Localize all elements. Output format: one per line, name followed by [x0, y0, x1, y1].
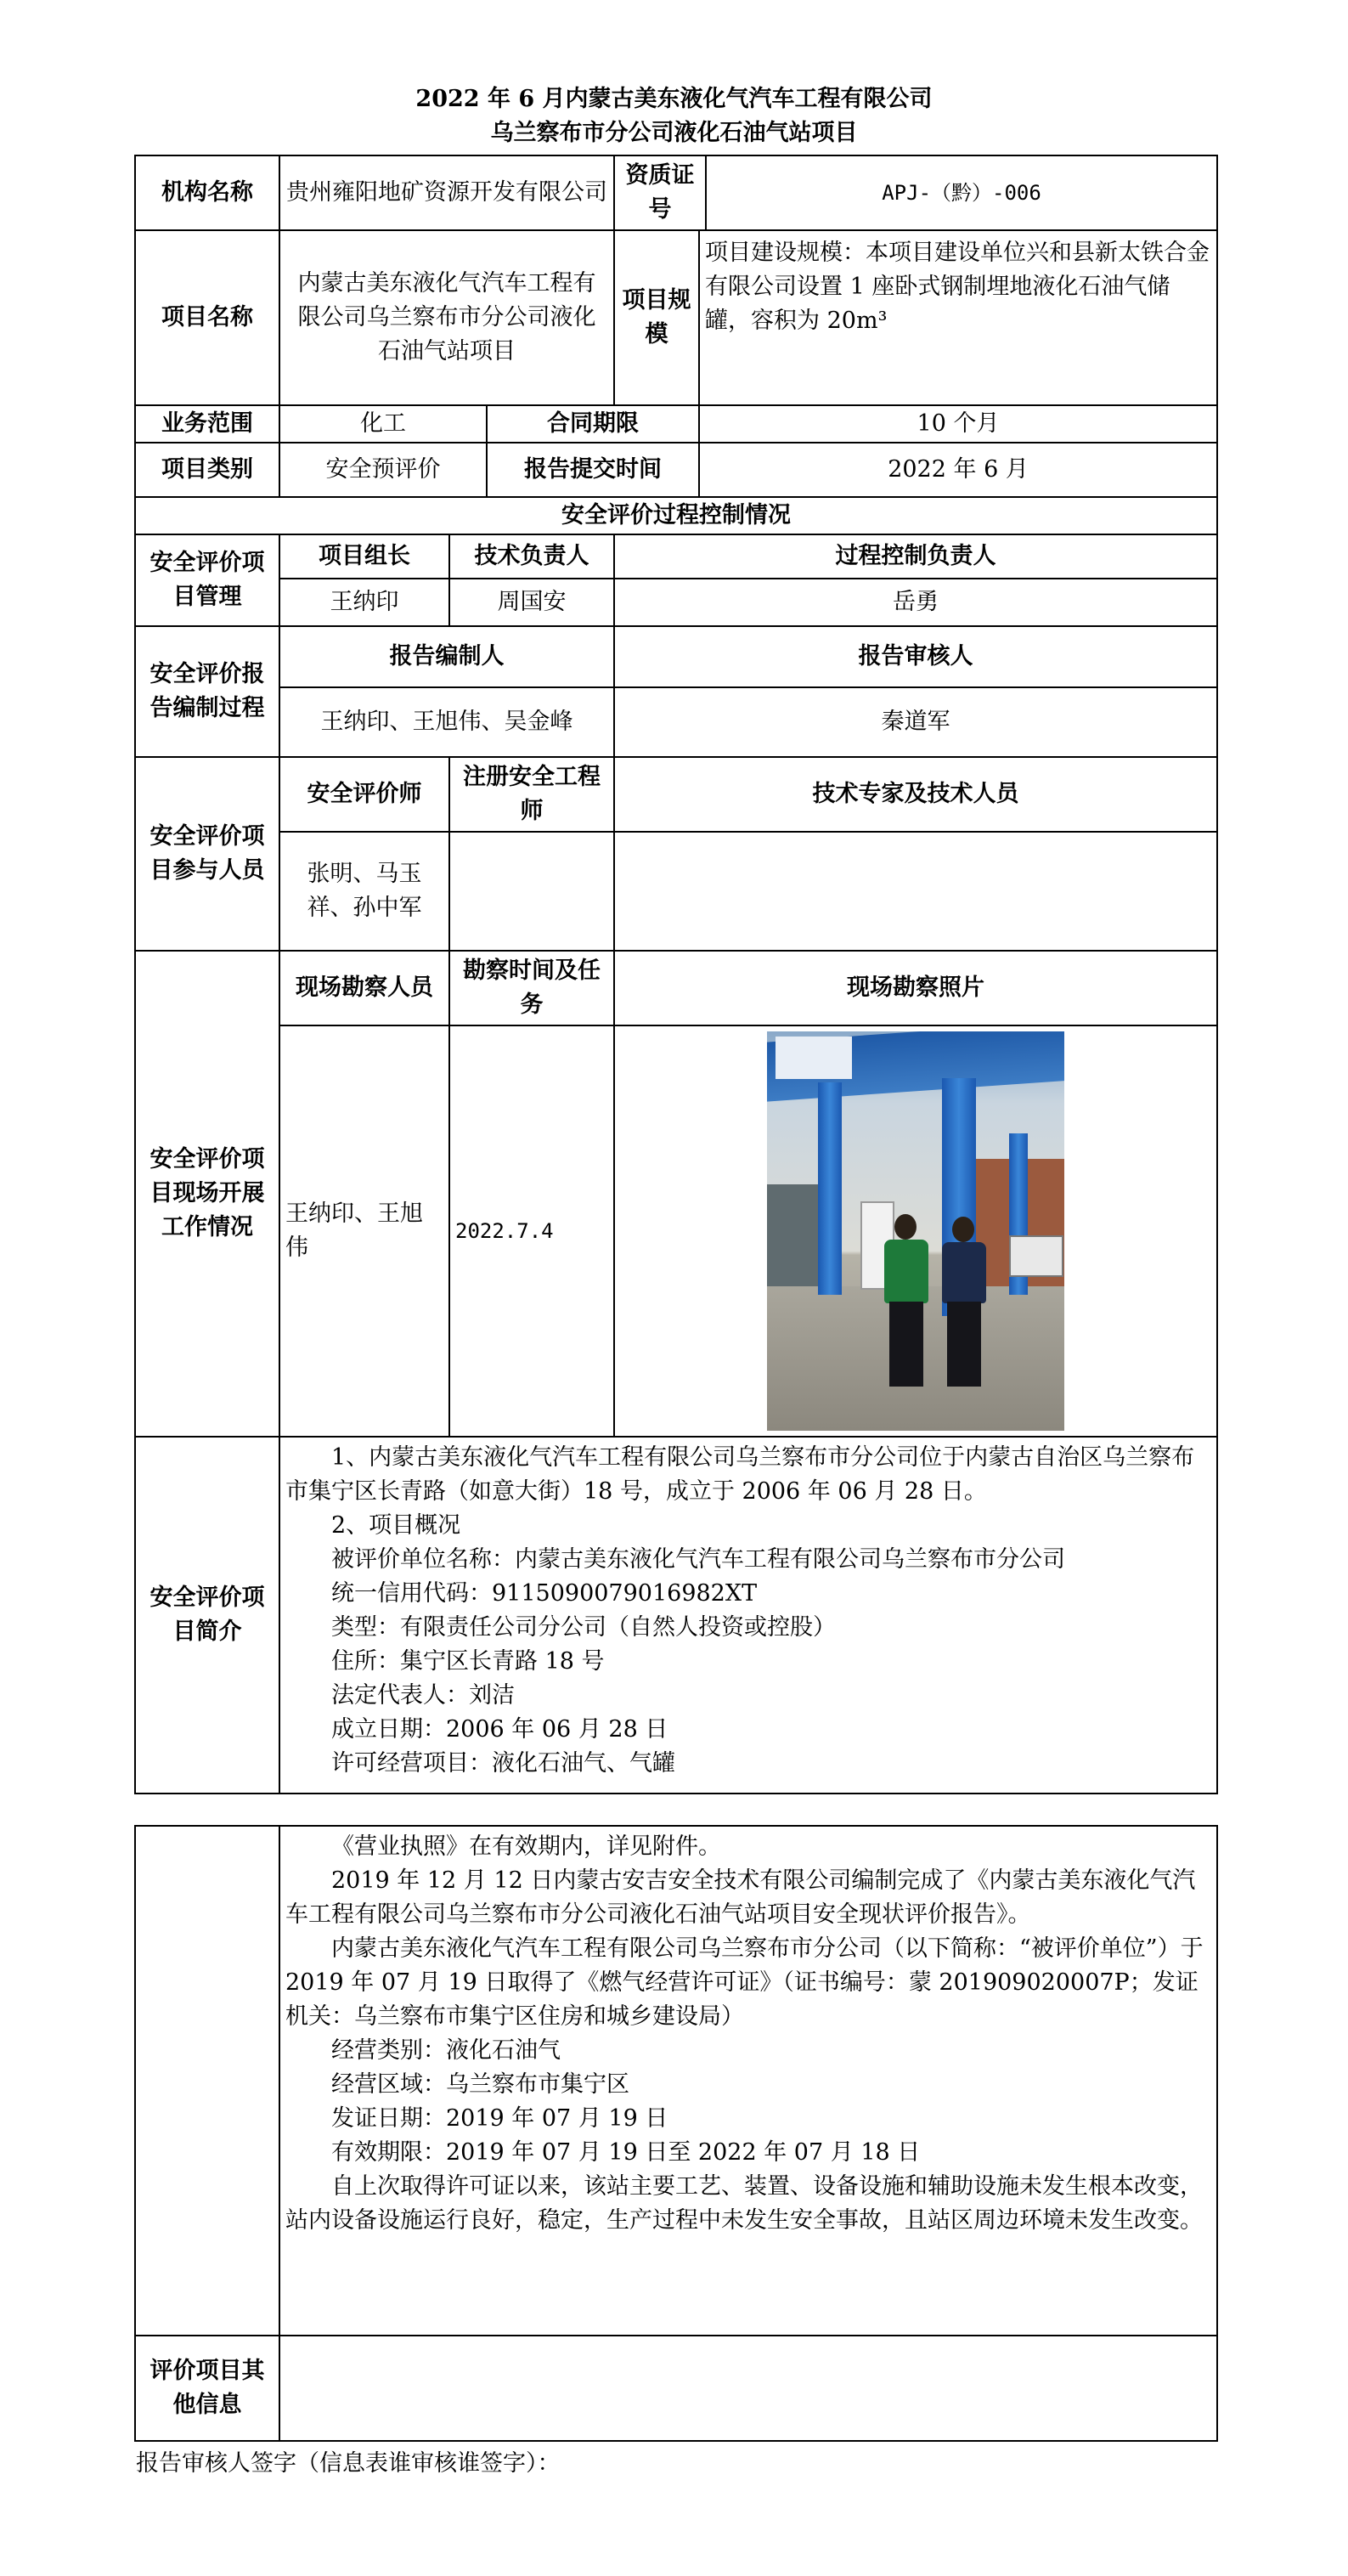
- site-label: 安全评价项目现场开展工作情况: [135, 951, 279, 1437]
- other-value: [279, 2336, 1217, 2441]
- process-header: 安全评价过程控制情况: [135, 497, 1217, 534]
- intro-p1: 1、内蒙古美东液化气汽车工程有限公司乌兰察布市分公司位于内蒙古自治区乌兰察布市集宁区长青路（如意大街）18 号，成立于 2006 年 06 月 28 日。: [285, 1444, 1195, 1505]
- intro-label: 安全评价项目简介: [135, 1437, 279, 1794]
- continued-p6: 有效期限：2019 年 07 月 19 日至 2022 年 07 月 18 日: [331, 2139, 921, 2166]
- intro-line-2: 类型：有限责任公司分公司（自然人投资或控股）: [331, 1614, 836, 1641]
- project-name-label: 项目名称: [135, 230, 279, 405]
- org-label: 机构名称: [135, 155, 279, 230]
- intro-line-5: 成立日期：2006 年 06 月 28 日: [331, 1716, 668, 1743]
- doc-title-line2: 乌兰察布市分公司液化石油气站项目: [490, 120, 858, 146]
- tech-value: 周国安: [449, 579, 614, 626]
- submit-label: 报告提交时间: [487, 443, 699, 497]
- site-photo: [767, 1031, 1064, 1431]
- time-value: 2022.7.4: [449, 1025, 614, 1437]
- author-value: 王纳印、王旭伟、吴金峰: [279, 687, 614, 757]
- scope-label: 业务范围: [135, 405, 279, 443]
- doc-title-line1: 2022 年 6 月内蒙古美东液化气汽车工程有限公司: [415, 86, 933, 112]
- staff-label: 现场勘察人员: [279, 951, 449, 1025]
- project-name-value: 内蒙古美东液化气汽车工程有限公司乌兰察布市分公司液化石油气站项目: [279, 230, 614, 405]
- intro-line-6: 许可经营项目：液化石油气、气罐: [331, 1750, 675, 1777]
- cert-label: 资质证号: [614, 155, 706, 230]
- leader-value: 王纳印: [279, 579, 449, 626]
- submit-value: 2022 年 6 月: [699, 443, 1217, 497]
- members-label: 安全评价项目参与人员: [135, 757, 279, 951]
- leader-label: 项目组长: [279, 534, 449, 579]
- evaluator-value: 张明、马玉祥、孙中军: [279, 832, 449, 951]
- reviewer-value: 秦道军: [614, 687, 1217, 757]
- photo-label: 现场勘察照片: [614, 951, 1217, 1025]
- engineer-value: [449, 832, 614, 951]
- type-value: 安全预评价: [279, 443, 487, 497]
- org-value: 贵州雍阳地矿资源开发有限公司: [279, 155, 614, 230]
- scope-value: 化工: [279, 405, 487, 443]
- continued-p2: 内蒙古美东液化气汽车工程有限公司乌兰察布市分公司（以下简称：“被评价单位”）于 2019 年 07 月 19 日取得了《燃气经营许可证》（证书编号：蒙 201909020007P；发证机关：乌兰察布市集宁区住房和城乡建设局）: [285, 1935, 1204, 2030]
- intro-content: [279, 1437, 1217, 1794]
- info-table: [134, 155, 1218, 1794]
- intro-line-0: 被评价单位名称：内蒙古美东液化气汽车工程有限公司乌兰察布市分公司: [331, 1546, 1065, 1573]
- continued-table: [134, 1825, 1218, 2442]
- staff-value: 王纳印、王旭伟: [279, 1025, 449, 1437]
- reviewer-label: 报告审核人: [614, 626, 1217, 687]
- evaluator-label: 安全评价师: [279, 757, 449, 832]
- author-label: 报告编制人: [279, 626, 614, 687]
- intro-line-3: 住所：集宁区长青路 18 号: [331, 1648, 605, 1675]
- cert-value: APJ-（黔）-006: [706, 155, 1217, 230]
- continued-content: [279, 1826, 1217, 2336]
- project-scale-value: 项目建设规模：本项目建设单位兴和县新太铁合金有限公司设置 1 座卧式钢制埋地液化石油气储罐，容积为 20m³: [699, 230, 1217, 405]
- ctrl-value: 岳勇: [614, 579, 1217, 626]
- type-label: 项目类别: [135, 443, 279, 497]
- project-scale-label: 项目规模: [614, 230, 699, 405]
- engineer-label: 注册安全工程师: [449, 757, 614, 832]
- intro-line-4: 法定代表人：刘洁: [331, 1682, 515, 1709]
- continued-p1: 2019 年 12 月 12 日内蒙古安吉安全技术有限公司编制完成了《内蒙古美东液化气汽车工程有限公司乌兰察布市分公司液化石油气站项目安全现状评价报告》。: [285, 1867, 1196, 1928]
- intro-p2: 2、项目概况: [331, 1512, 461, 1539]
- time-label: 勘察时间及任务: [449, 951, 614, 1025]
- expert-value: [614, 832, 1217, 951]
- period-value: 10 个月: [699, 405, 1217, 443]
- continued-p5: 发证日期：2019 年 07 月 19 日: [331, 2105, 668, 2132]
- period-label: 合同期限: [487, 405, 699, 443]
- tech-label: 技术负责人: [449, 534, 614, 579]
- ctrl-label: 过程控制负责人: [614, 534, 1217, 579]
- signature-line: 报告审核人签字（信息表谁审核谁签字）：: [136, 2450, 561, 2477]
- continued-p3: 经营类别：液化石油气: [331, 2037, 561, 2064]
- continued-p0: 《营业执照》在有效期内，详见附件。: [331, 1833, 721, 1860]
- continued-p7: 自上次取得许可证以来，该站主要工艺、装置、设备设施和辅助设施未发生根本改变，站内设备设施运行良好，稳定，生产过程中未发生安全事故，且站区周边环境未发生改变。: [285, 2173, 1203, 2234]
- compile-label: 安全评价报告编制过程: [135, 626, 279, 757]
- continued-p4: 经营区域：乌兰察布市集宁区: [331, 2071, 629, 2098]
- expert-label: 技术专家及技术人员: [614, 757, 1217, 832]
- intro-line-1: 统一信用代码：9115090079016982XT: [331, 1580, 758, 1607]
- other-label: 评价项目其他信息: [135, 2336, 279, 2441]
- management-label: 安全评价项目管理: [135, 534, 279, 626]
